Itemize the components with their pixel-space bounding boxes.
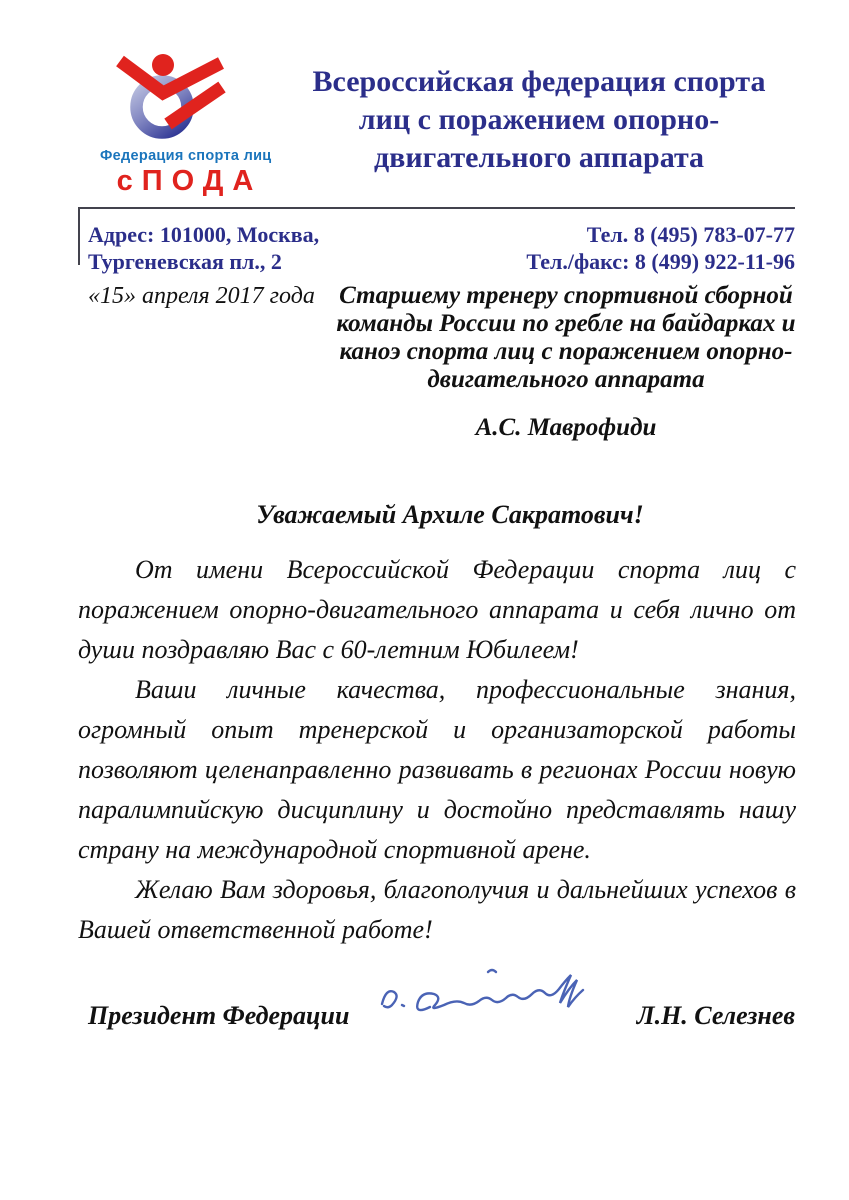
phone-line: Тел./факс: 8 (499) 922-11-96 (526, 249, 795, 274)
addressee-block (330, 282, 802, 442)
address-block (88, 221, 319, 275)
phone-block (526, 221, 795, 275)
logo-caption: Федерация спорта лиц (100, 148, 272, 164)
logo-acronym: сПОДА (116, 165, 263, 197)
body-paragraph: От имени Всероссийской Федерации спорта лиц с поражением опорно-двигательного аппарата и себя лично от души поздравляю Вас с 60-летним Юбилеем! (78, 555, 796, 664)
recipient-name: А.С. Маврофиди (475, 414, 657, 441)
signer-title: Президент Федерации (88, 1001, 350, 1030)
letter-body (78, 550, 796, 950)
address-line: Тургеневская пл., 2 (88, 249, 282, 274)
federation-logo (100, 44, 270, 198)
body-paragraph: Желаю Вам здоровья, благополучия и дальнейших успехов в Вашей ответственной работе! (78, 875, 796, 944)
addressee-line: команды России по гребле на байдарках и (336, 310, 796, 337)
salutation: Уважаемый Архиле Сакратович! (256, 500, 644, 529)
letter-date: «15» апреля 2017 года (88, 283, 315, 309)
logo-figure-icon (110, 44, 260, 145)
phone-line: Тел. 8 (495) 783-07-77 (586, 222, 795, 247)
addressee-line: двигательного аппарата (427, 366, 705, 393)
org-title-line: лиц с поражением опорно- (358, 103, 720, 136)
addressee-line: каноэ спорта лиц с поражением опорно- (339, 338, 793, 365)
signer-name: Л.Н. Селезнев (636, 1001, 795, 1030)
body-paragraph: Ваши личные качества, профессиональные знания, огромный опыт тренерской и организаторской работы позволяют целенаправленно развивать в регионах России новую паралимпийскую дисциплину и достойно представлять нашу страну на международной спортивной арене. (78, 675, 796, 864)
contacts-row (88, 221, 795, 275)
addressee-line: Старшему тренеру спортивной сборной (339, 282, 793, 309)
header-rule-horizontal (78, 207, 795, 209)
org-title-line: Всероссийская федерация спорта (312, 65, 766, 98)
signature-image (372, 952, 590, 1024)
org-title-line: двигательного аппарата (373, 141, 705, 174)
header-rule-vertical (78, 207, 80, 265)
org-title (283, 63, 795, 177)
address-line: Адрес: 101000, Москва, (88, 222, 320, 247)
